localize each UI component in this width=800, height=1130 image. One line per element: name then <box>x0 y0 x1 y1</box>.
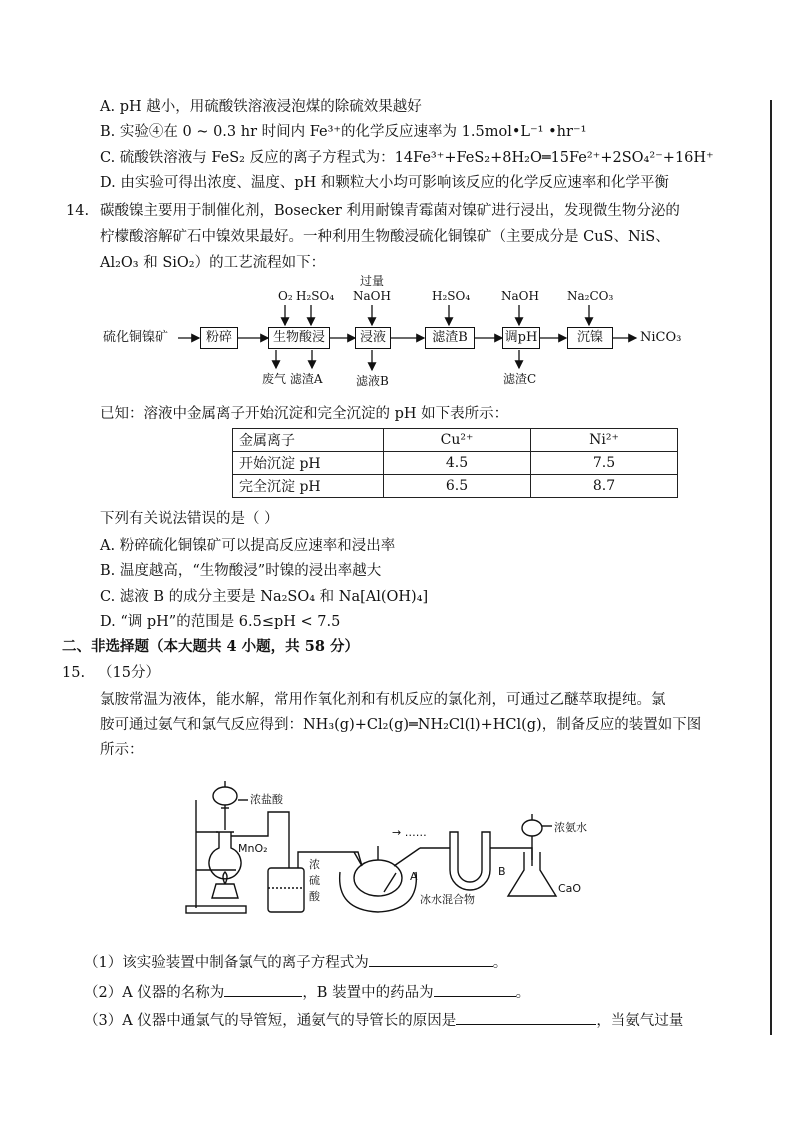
q15-sub1-suffix: 。 <box>492 955 508 971</box>
label-ice-water: 冰水混合物 <box>420 893 475 906</box>
q15-sub2-suffix: 。 <box>515 985 531 1001</box>
q14-stem-line1: 碳酸镍主要用于制催化剂，Bosecker 利用耐镍青霉菌对镍矿进行浸出，发现微生物分泌的 <box>100 203 680 219</box>
output-residue-c: 滤渣C <box>503 372 537 386</box>
q14-question: 下列有关说法错误的是（ ） <box>100 511 279 527</box>
iron-stand-base <box>186 906 246 913</box>
flow-step-leachate: 浸液 <box>355 327 391 349</box>
wash-bottle-h2so4 <box>268 868 304 912</box>
q15-number: 15. <box>62 665 86 681</box>
table-header: Cu²⁺ <box>384 429 531 452</box>
reagent-h2so4-bioleach: H₂SO₄ <box>296 289 335 303</box>
q14-number: 14. <box>66 203 90 219</box>
label-mno2: MnO₂ <box>238 842 268 855</box>
flow-step-bioleach: 生物酸浸 <box>268 327 330 349</box>
flow-step-crush: 粉碎 <box>200 327 238 349</box>
flow-step-residue-b: 滤渣B <box>425 327 475 349</box>
label-cao: CaO <box>558 882 582 895</box>
ammonia-funnel <box>522 820 542 836</box>
label-h2so4-3: 酸 <box>309 890 320 903</box>
reagent-h2so4-residue: H₂SO₄ <box>432 289 471 303</box>
q13-option-d: D. 由实验可得出浓度、温度、pH 和颗粒大小均可影响该反应的化学反应速率和化学平衡 <box>100 175 669 191</box>
q15-sub3-prefix: （3）A 仪器中通氯气的导管短，通氨气的导管长的原因是 <box>84 1013 457 1029</box>
ice-bath-beaker <box>340 872 417 912</box>
label-conc-ammonia: 浓氨水 <box>554 821 587 834</box>
reagent-naoh-excess: NaOH <box>353 289 391 303</box>
output-filtrate-b: 滤液B <box>356 374 389 388</box>
label-b: B <box>498 865 506 878</box>
answer-blank-4[interactable] <box>456 1024 596 1025</box>
q14-option-a: A. 粉碎硫化铜镍矿可以提高反应速率和浸出率 <box>100 538 396 554</box>
answer-blank-2[interactable] <box>224 996 302 997</box>
q14-option-b: B. 温度越高，“生物酸浸”时镍的浸出率越大 <box>100 563 382 579</box>
u-tube-b <box>450 832 490 890</box>
q15-sub3 <box>84 1011 683 1031</box>
q15-sub3-suffix: ，当氨气过量 <box>596 1013 684 1029</box>
reagent-na2co3: Na₂CO₃ <box>567 289 614 303</box>
q14-option-c: C. 滤液 B 的成分主要是 Na₂SO₄ 和 Na[Al(OH)₄] <box>100 589 429 605</box>
table-cell: 6.5 <box>384 475 531 498</box>
section-heading: 二、非选择题（本大题共 4 小题，共 58 分） <box>62 638 359 655</box>
alcohol-lamp <box>212 884 238 898</box>
reagent-o2: O₂ <box>278 289 293 303</box>
table-cell: 8.7 <box>531 475 678 498</box>
q15-sub2-prefix: （2）A 仪器的名称为 <box>84 985 225 1001</box>
q15-sub2-mid: ，B 装置中的药品为 <box>302 985 434 1001</box>
label-a: A <box>410 870 418 883</box>
q15-score: （15分） <box>98 665 160 681</box>
flow-end-product: NiCO₃ <box>640 330 682 345</box>
output-gas-residue-a: 废气 滤渣A <box>262 372 323 386</box>
flow-step-precipitate-ni: 沉镍 <box>567 327 613 349</box>
label-conc-hcl: 浓盐酸 <box>250 793 283 806</box>
answer-blank-1[interactable] <box>369 966 493 967</box>
q15-para-line3: 所示： <box>100 742 144 758</box>
q14-option-d: D. “调 pH”的范围是 6.5≤pH < 7.5 <box>100 614 341 630</box>
q15-sub1-prefix: （1）该实验装置中制备氯气的离子方程式为 <box>84 955 369 971</box>
reagent-excess-note: 过量 <box>360 274 385 288</box>
q15-sub2 <box>84 983 530 1003</box>
q14-known: 已知：溶液中金属离子开始沉淀和完全沉淀的 pH 如下表所示： <box>100 406 509 422</box>
table-cell: 完全沉淀 pH <box>233 475 384 498</box>
reagent-naoh-ph: NaOH <box>501 289 539 303</box>
label-h2so4-1: 浓 <box>309 858 320 871</box>
q14-stem-line2: 柠檬酸溶解矿石中镍效果最好。一种利用生物酸浸硫化铜镍矿（主要成分是 CuS、NiS、 <box>100 229 670 245</box>
table-cell: 7.5 <box>531 452 678 475</box>
table-cell: 4.5 <box>384 452 531 475</box>
separatory-funnel <box>213 787 237 805</box>
q15-para-line2: 胺可通过氨气和氯气反应得到：NH₃(g)+Cl₂(g)═NH₂Cl(l)+HCl(g)，制备反应的装置如下图 <box>100 717 702 733</box>
label-arrow-dots: → …… <box>392 826 427 839</box>
q13-option-c: C. 硫酸铁溶液与 FeS₂ 反应的离子方程式为：14Fe³⁺+FeS₂+8H₂O═15Fe²⁺+2SO₄²⁻+16H⁺ <box>100 150 714 166</box>
label-h2so4-2: 硫 <box>309 874 320 887</box>
table-cell: 开始沉淀 pH <box>233 452 384 475</box>
q15-para-line1: 氯胺常温为液体，能水解，常用作氧化剂和有机反应的氯化剂，可通过乙醚萃取提纯。氯 <box>100 692 666 708</box>
table-header: 金属离子 <box>233 429 384 452</box>
q15-sub1 <box>84 953 507 973</box>
flow-step-adjust-ph: 调pH <box>502 327 540 349</box>
table-header: Ni²⁺ <box>531 429 678 452</box>
q14-stem-line3: Al₂O₃ 和 SiO₂）的工艺流程如下： <box>100 255 326 271</box>
q13-option-b: B. 实验④在 0 ~ 0.3 hr 时间内 Fe³⁺的化学反应速率为 1.5mol•L⁻¹ •hr⁻¹ <box>100 124 587 140</box>
q13-option-a: A. pH 越小，用硫酸铁溶液浸泡煤的除硫效果越好 <box>100 99 422 115</box>
answer-blank-3[interactable] <box>434 996 516 997</box>
flow-start-ore: 硫化铜镍矿 <box>103 330 169 345</box>
